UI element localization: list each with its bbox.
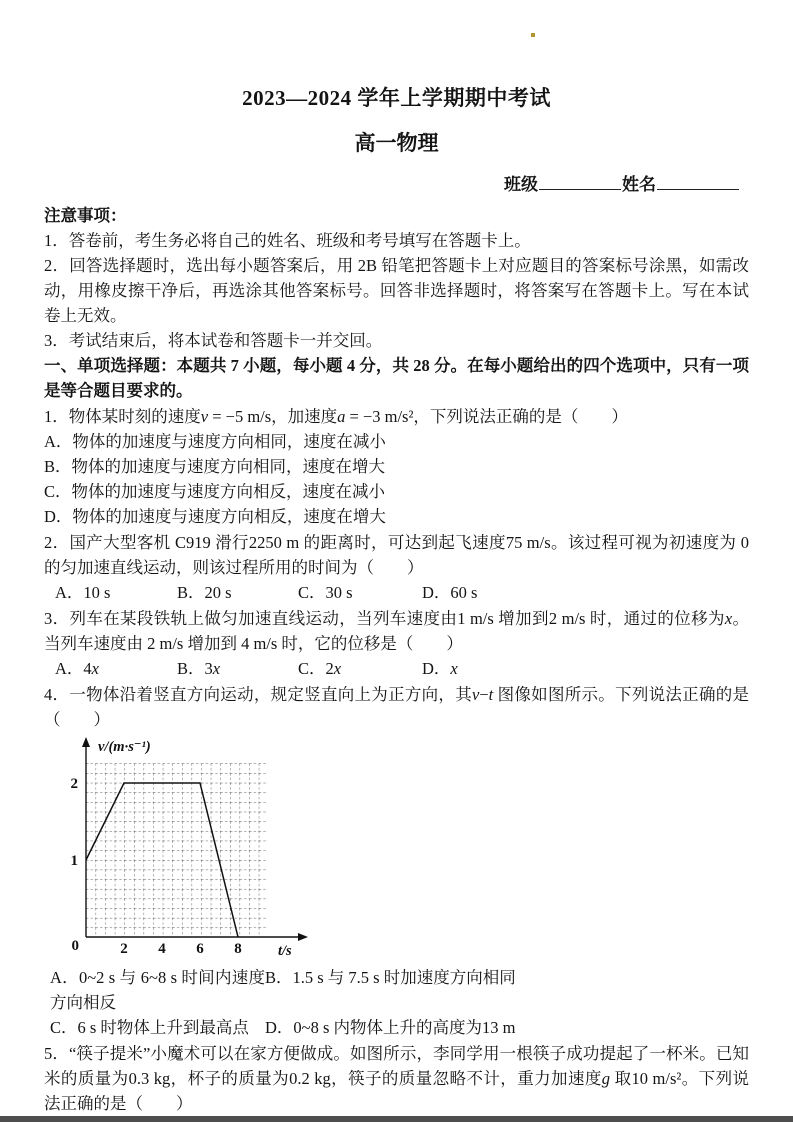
question-4-option-d: D．0~8 s 内物体上升的高度为13 m — [265, 1018, 516, 1037]
exam-body — [44, 203, 749, 1116]
notice-heading: 注意事项： — [44, 206, 127, 225]
section-heading: 一、单项选择题：本题共 7 小题，每小题 4 分，共 28 分。在每小题给出的四个选项中，只有一项是等合题目要求的。 — [44, 356, 749, 400]
graph-ylabel: v/(m·s⁻¹) — [98, 739, 151, 755]
question-4 — [44, 682, 749, 1040]
graph-grid — [86, 764, 268, 938]
vt-graph-svg — [62, 735, 322, 959]
x-tick-label: 6 — [196, 941, 204, 957]
question-1-option-a: A．物体的加速度与速度方向相同，速度在减小 — [44, 432, 386, 451]
question-1-option-d: D．物体的加速度与速度方向相反，速度在增大 — [44, 507, 386, 526]
y-tick-label: 1 — [70, 853, 78, 869]
question-2-stem: 2．国产大型客机 C919 滑行2250 m 的距离时，可达到起飞速度75 m/s。该过程可视为初速度为 0 的匀加速直线运动，则该过程所用的时间为（ ） — [44, 533, 749, 577]
question-3-option-b: B．3x — [177, 659, 221, 678]
y-tick-label: 2 — [70, 776, 78, 792]
y-tick-label: 0 — [71, 938, 79, 954]
x-tick-label: 4 — [158, 941, 166, 957]
question-2-option-d: D．60 s — [422, 583, 478, 602]
scan-edge-bar — [0, 1116, 793, 1122]
class-label: 班级 — [504, 175, 538, 194]
question-5 — [44, 1041, 749, 1116]
question-3-stem: 3．列车在某段铁轨上做匀加速直线运动，当列车速度由1 m/s 增加到2 m/s 时，通过的位移为x。当列车速度由 2 m/s 增加到 4 m/s 时，它的位移是（ ） — [44, 609, 749, 653]
question-3-option-d: D．x — [422, 659, 458, 678]
question-4-stem: 4．一物体沿着竖直方向运动，规定竖直向上为正方向，其v−t 图像如图所示。下列说法正确的是（ ） — [44, 685, 750, 729]
name-blank-line — [657, 175, 739, 190]
question-4-option-c: C．6 s 时物体上升到最高点 — [50, 1018, 249, 1037]
name-label: 姓名 — [622, 175, 656, 194]
question-2 — [44, 530, 749, 605]
question-3-options — [44, 656, 749, 681]
question-5-stem: 5．“筷子提米”小魔术可以在家方便做成。如图所示，李同学用一根筷子成功提起了一杯米。已知米的质量为0.3 kg，杯子的质量为0.2 kg，筷子的质量忽略不计，重力加速度g 取10 m/s²。下列说法正确的是（ ） — [44, 1044, 749, 1113]
exam-title: 2023—2024 学年上学期期中考试 — [242, 86, 551, 110]
question-4-option-a: A．0~2 s 与 6~8 s 时间内速度方向相反 — [50, 968, 265, 1012]
question-3 — [44, 606, 749, 681]
question-2-option-a: A．10 s — [55, 583, 111, 602]
class-blank-line — [539, 175, 621, 190]
graph-xlabel: t/s — [278, 943, 292, 959]
question-2-option-c: C．30 s — [298, 583, 353, 602]
question-3-option-c: C．2x — [298, 659, 342, 678]
student-info-line — [504, 170, 749, 195]
scan-speck — [531, 33, 535, 37]
exam-subtitle: 高一物理 — [354, 131, 439, 155]
question-4-options — [44, 965, 749, 1040]
question-4-option-b: B．1.5 s 与 7.5 s 时加速度方向相同 — [265, 968, 516, 987]
x-tick-label: 2 — [120, 941, 128, 957]
x-tick-label: 8 — [234, 941, 242, 957]
question-2-options — [44, 580, 749, 605]
question-1-option-c: C．物体的加速度与速度方向相反，速度在减小 — [44, 482, 386, 501]
question-1-stem: 1．物体某时刻的速度v = −5 m/s，加速度a = −3 m/s²，下列说法正确的是（ ） — [44, 407, 628, 426]
notice-item-3: 3．考试结束后，将本试卷和答题卡一并交回。 — [44, 331, 383, 350]
question-1 — [44, 404, 749, 529]
question-2-option-b: B．20 s — [177, 583, 232, 602]
notice-item-2: 2．回答选择题时，选出每小题答案后，用 2B 铅笔把答题卡上对应题目的答案标号涂黑，如需改动，用橡皮擦干净后，再选涂其他答案标号。回答非选择题时，将答案写在答题卡上。写在本试卷上无效。 — [44, 256, 749, 325]
notice-item-1: 1．答卷前，考生务必将自己的姓名、班级和考号填写在答题卡上。 — [44, 231, 531, 250]
velocity-time-graph — [62, 735, 322, 959]
question-3-option-a: A．4x — [55, 659, 99, 678]
question-1-option-b: B．物体的加速度与速度方向相同，速度在增大 — [44, 457, 386, 476]
